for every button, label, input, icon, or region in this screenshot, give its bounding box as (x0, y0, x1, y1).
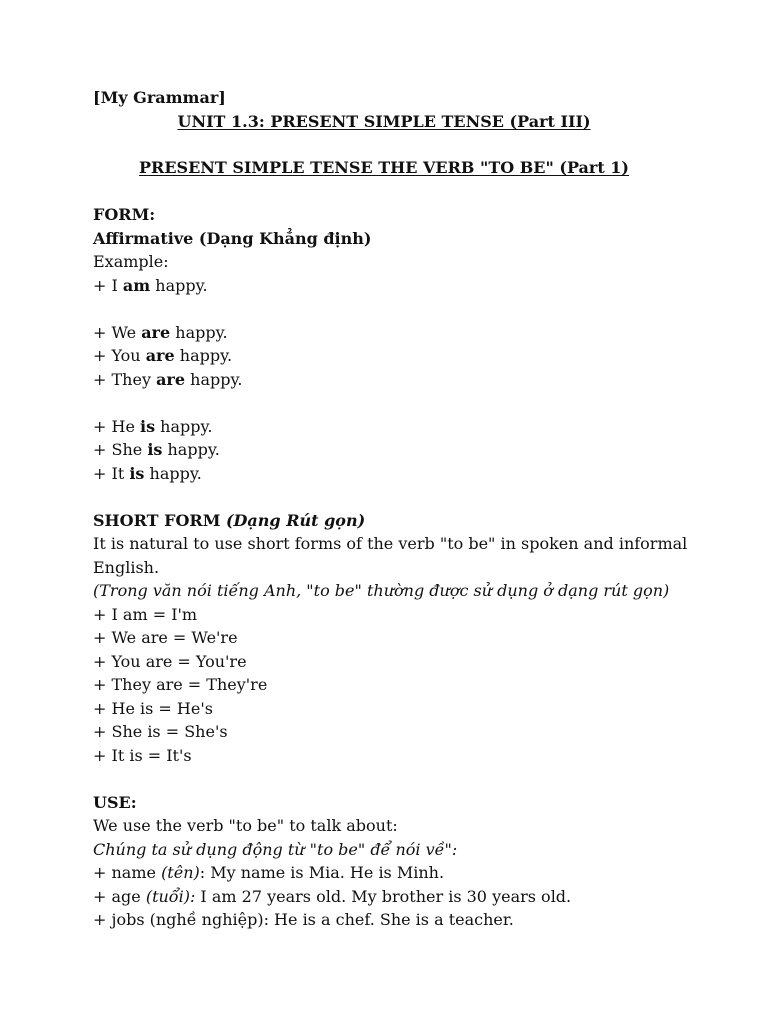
short-form-description: It is natural to use short forms of the verb "to be" in spoken and informal (93, 534, 688, 553)
form-heading: FORM: (93, 205, 156, 224)
example-line: + She is happy. (93, 440, 220, 459)
short-form-item: + They are = They're (93, 675, 268, 694)
use-heading: USE: (93, 793, 137, 812)
short-form-item: + He is = He's (93, 699, 213, 718)
short-form-item: + You are = You're (93, 652, 247, 671)
use-intro-vi: Chúng ta sử dụng động từ "to be" để nói về": (93, 840, 458, 859)
example-line: + We are happy. (93, 323, 228, 342)
short-form-item: + I am = I'm (93, 605, 198, 624)
short-form-item: + It is = It's (93, 746, 192, 765)
example-line: + I am happy. (93, 276, 208, 295)
document-label: [My Grammar] (93, 88, 226, 107)
example-line: + You are happy. (93, 346, 233, 365)
unit-title: UNIT 1.3: PRESENT SIMPLE TENSE (Part III) (177, 112, 591, 131)
page-subtitle: PRESENT SIMPLE TENSE THE VERB "TO BE" (Part 1) (138, 158, 629, 177)
short-form-description-continued: English. (93, 558, 160, 577)
short-form-item: + We are = We're (93, 628, 238, 647)
example-line: + He is happy. (93, 417, 213, 436)
short-form-item: + She is = She's (93, 722, 228, 741)
affirmative-heading: Affirmative (Dạng Khẳng định) (93, 229, 372, 248)
use-intro: We use the verb "to be" to talk about: (93, 816, 398, 835)
example-line: + It is happy. (93, 464, 202, 483)
short-form-heading: SHORT FORM (Dạng Rút gọn) (93, 511, 366, 530)
use-item: + jobs (nghề nghiệp): He is a chef. She is a teacher. (93, 910, 514, 929)
example-line: + They are happy. (93, 370, 243, 389)
use-item: + age (tuổi): I am 27 years old. My brother is 30 years old. (93, 887, 572, 906)
use-item: + name (tên): My name is Mia. He is Minh. (93, 863, 445, 882)
example-label: Example: (93, 252, 169, 271)
short-form-description-vi: (Trong văn nói tiếng Anh, "to be" thường được sử dụng ở dạng rút gọn) (93, 581, 670, 600)
